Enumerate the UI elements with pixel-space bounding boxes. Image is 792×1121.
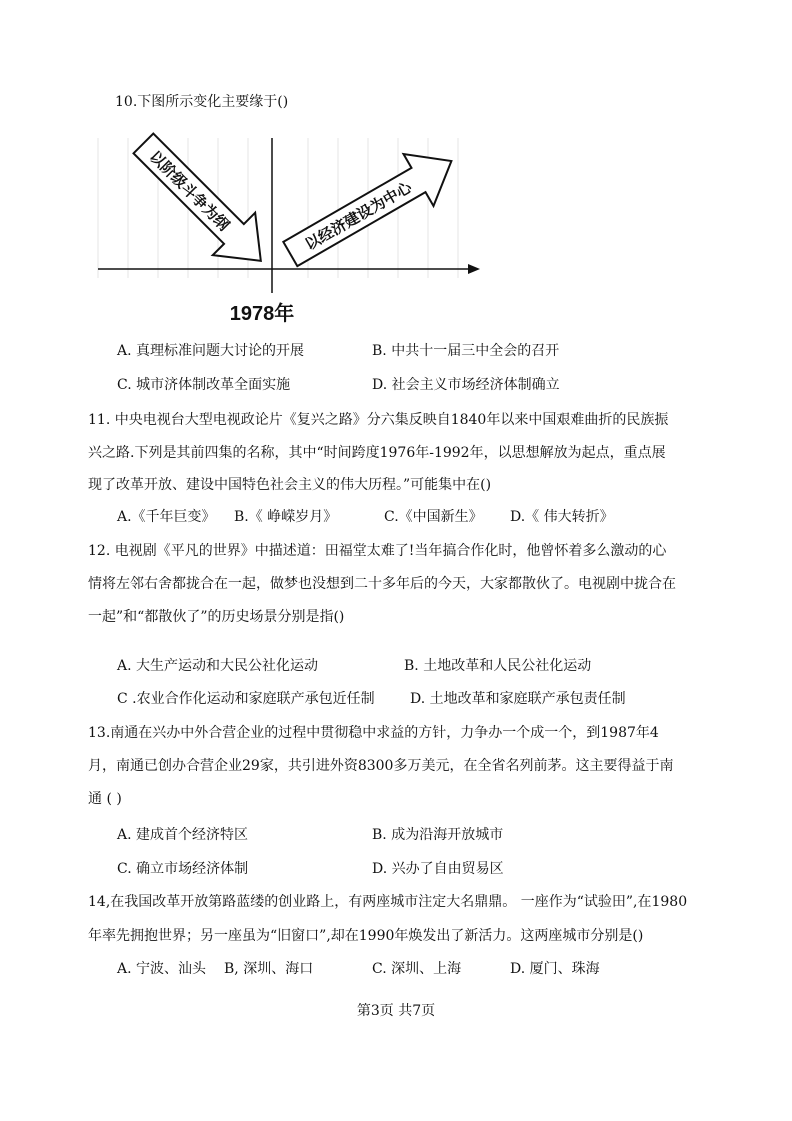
q13-option-b: B. 成为沿海开放城市 (372, 827, 504, 843)
q10-option-d: D. 社会主义市场经济体制确立 (372, 377, 560, 393)
q11-line-1: 11. 中央电视台大型电视政论片《复兴之路》分六集反映自1840年以来中国艰难曲折的民族振 (88, 412, 669, 428)
q14-option-b: B, 深圳、海口 (224, 961, 314, 977)
right-arrow (275, 135, 466, 280)
q10-option-a: A. 真理标准问题大讨论的开展 (117, 343, 305, 359)
q12-option-b: B. 土地改革和人民公社化运动 (404, 658, 592, 674)
q10-figure (88, 128, 488, 328)
q13-option-c: C. 确立市场经济体制 (117, 861, 249, 877)
q13-option-d: D. 兴办了自由贸易区 (372, 861, 504, 877)
left-arrow-label: 以阶级斗争为纲 (145, 147, 233, 235)
q13-line-2: 月，南通已创办合营企业29家，共引进外资8300多万美元，在全省名列前茅。这主要得益于南 (88, 758, 674, 774)
right-arrow-label: 以经济建设为中心 (301, 178, 415, 254)
q14-line-2: 年率先拥抱世界；另一座虽为“旧窗口”,却在1990年焕发出了新活力。这两座城市分别是() (88, 928, 644, 944)
q10-option-c: C. 城市济体制改革全面实施 (117, 377, 291, 393)
q14-option-a: A. 宁波、汕头 (117, 961, 207, 977)
q11-option-d: D.《 伟大转折》 (510, 509, 614, 525)
q14-option-d: D. 厦门、珠海 (510, 961, 600, 977)
q12-option-a: A. 大生产运动和大民公社化运动 (117, 658, 319, 674)
q13-option-a: A. 建成首个经济特区 (117, 827, 249, 843)
year-label: 1978年 (229, 303, 295, 325)
left-arrow (122, 128, 282, 282)
page-footer: 第3页 共7页 (356, 1003, 436, 1019)
q13-line-1: 13.南通在兴办中外合营企业的过程中贯彻稳中求益的方针，力争办一个成一个，到1987年4 (88, 725, 659, 741)
q11-option-b: B.《 峥嵘岁月》 (234, 509, 338, 525)
q14-option-c: C. 深圳、上海 (372, 961, 462, 977)
time-axis-arrowhead (468, 264, 480, 274)
q12-option-d: D. 土地改革和家庭联产承包责任制 (410, 691, 626, 707)
q12-option-c: C .农业合作化运动和家庭联产承包近任制 (117, 691, 375, 707)
q14-line-1: 14,在我国改革开放第路蓝缕的创业路上，有两座城市注定大名鼎鼎。 一座作为“试验田”,在1980 (88, 894, 688, 910)
q10-option-b: B. 中共十一届三中全会的召开 (372, 343, 560, 359)
q12-line-3: 一起”和“都散伙了”的历史场景分别是指() (88, 609, 345, 625)
q10-stem: 10.下图所示变化主要缘于() (115, 94, 289, 110)
q11-option-a: A.《千年巨变》 (117, 509, 216, 525)
q11-line-3: 现了改革开放、建设中国特色社会主义的伟大历程。”可能集中在() (88, 477, 492, 493)
q11-line-2: 兴之路.下列是其前四集的名称，其中“时间跨度1976年-1992年，以思想解放为起点，重点展 (88, 445, 666, 461)
q13-line-3: 通 ( ) (88, 791, 122, 807)
q10-figure-svg (88, 128, 488, 328)
q12-line-1: 12. 电视剧《平凡的世界》中描述道：田福堂太难了!当年搞合作化时，他曾怀着多么激动的心 (88, 543, 667, 559)
q12-line-2: 情将左邻右舍都拢合在一起，做梦也没想到二十多年后的今天，大家都散伙了。电视剧中拢合在 (88, 576, 676, 592)
q11-option-c: C.《中国新生》 (384, 509, 483, 525)
